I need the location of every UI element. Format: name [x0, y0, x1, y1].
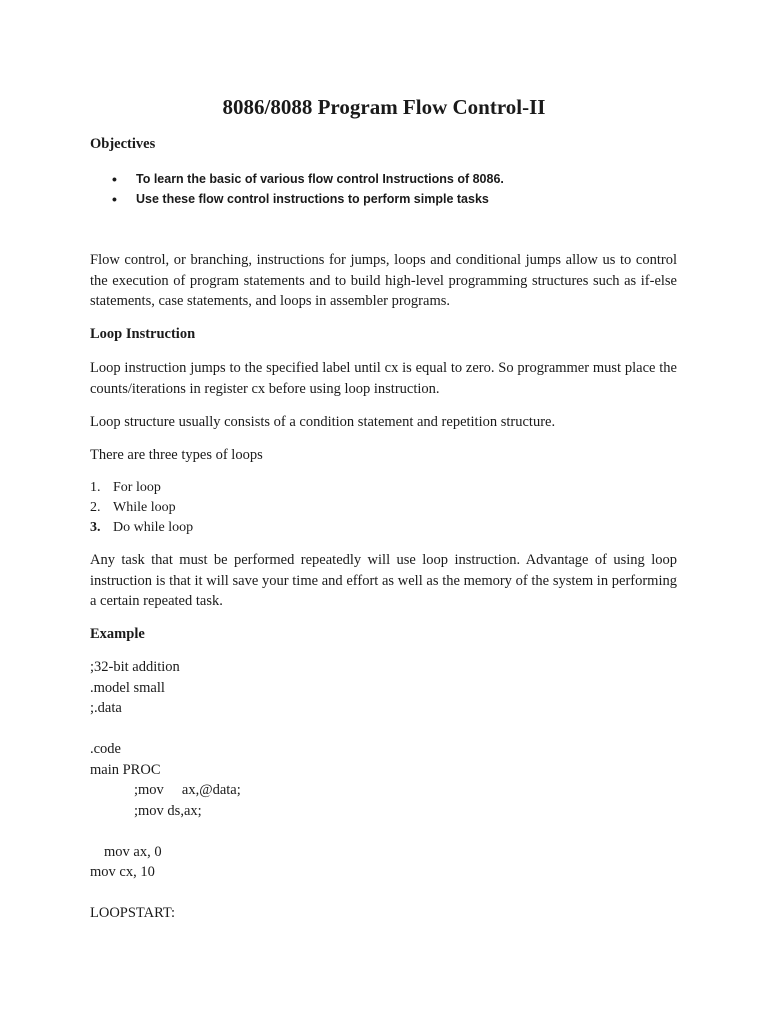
- code-line: ;32-bit addition: [90, 659, 180, 675]
- code-line: [90, 883, 241, 904]
- example-heading: Example: [90, 626, 145, 642]
- loop-paragraph-4: Any task that must be performed repeatedly will use loop instruction. Advantage of using loop instruction is that it will save your time and effort as well as the memory of the system in performing a certain repeated task.: [90, 552, 677, 609]
- code-line: LOOPSTART:: [90, 905, 176, 921]
- objectives-heading: Objectives: [90, 136, 156, 152]
- intro-paragraph: Flow control, or branching, instructions for jumps, loops and conditional jumps allow us to control the execution of program statements and to build high-level programming structures such as if-else statements, case statements, and loops in assembler programs.: [90, 252, 677, 309]
- code-line: .code: [90, 741, 121, 757]
- loop-paragraph-2: Loop structure usually consists of a condition statement and repetition structure.: [90, 414, 556, 430]
- code-line: ;.data: [90, 700, 122, 716]
- loop-paragraph-1: Loop instruction jumps to the specified label until cx is equal to zero. So programmer must place the counts/iterations in register cx before using loop instruction.: [90, 360, 677, 397]
- code-line: mov cx, 10: [90, 864, 155, 880]
- code-line: [90, 719, 241, 740]
- loop-paragraph-3: There are three types of loops: [90, 447, 263, 463]
- list-number: 2.: [90, 500, 101, 515]
- code-line: mov ax, 0: [104, 843, 162, 860]
- loop-type-label: While loop: [113, 500, 176, 515]
- code-line: [90, 821, 241, 842]
- code-line: ;mov ax,@data;: [134, 782, 241, 798]
- objectives-list: [90, 169, 504, 209]
- loop-type-item: [90, 518, 193, 538]
- code-line: .model small: [90, 679, 165, 696]
- list-number: 3.: [90, 520, 101, 535]
- objective-item: • Use these flow control instructions to perform simple tasks: [90, 189, 504, 209]
- code-block: [90, 657, 241, 924]
- page-title: 8086/8088 Program Flow Control-II: [222, 95, 546, 119]
- loop-type-item: [90, 478, 193, 498]
- loop-type-item: [90, 498, 193, 518]
- loop-type-label: For loop: [113, 480, 161, 495]
- code-line: ;mov ds,ax;: [134, 802, 202, 819]
- code-line: main PROC: [90, 761, 161, 778]
- loop-instruction-heading: Loop Instruction: [90, 326, 196, 342]
- list-number: 1.: [90, 480, 101, 495]
- loop-type-label: Do while loop: [113, 520, 194, 535]
- loop-types-list: [90, 478, 193, 538]
- objective-item: • To learn the basic of various flow control Instructions of 8086.: [90, 169, 504, 189]
